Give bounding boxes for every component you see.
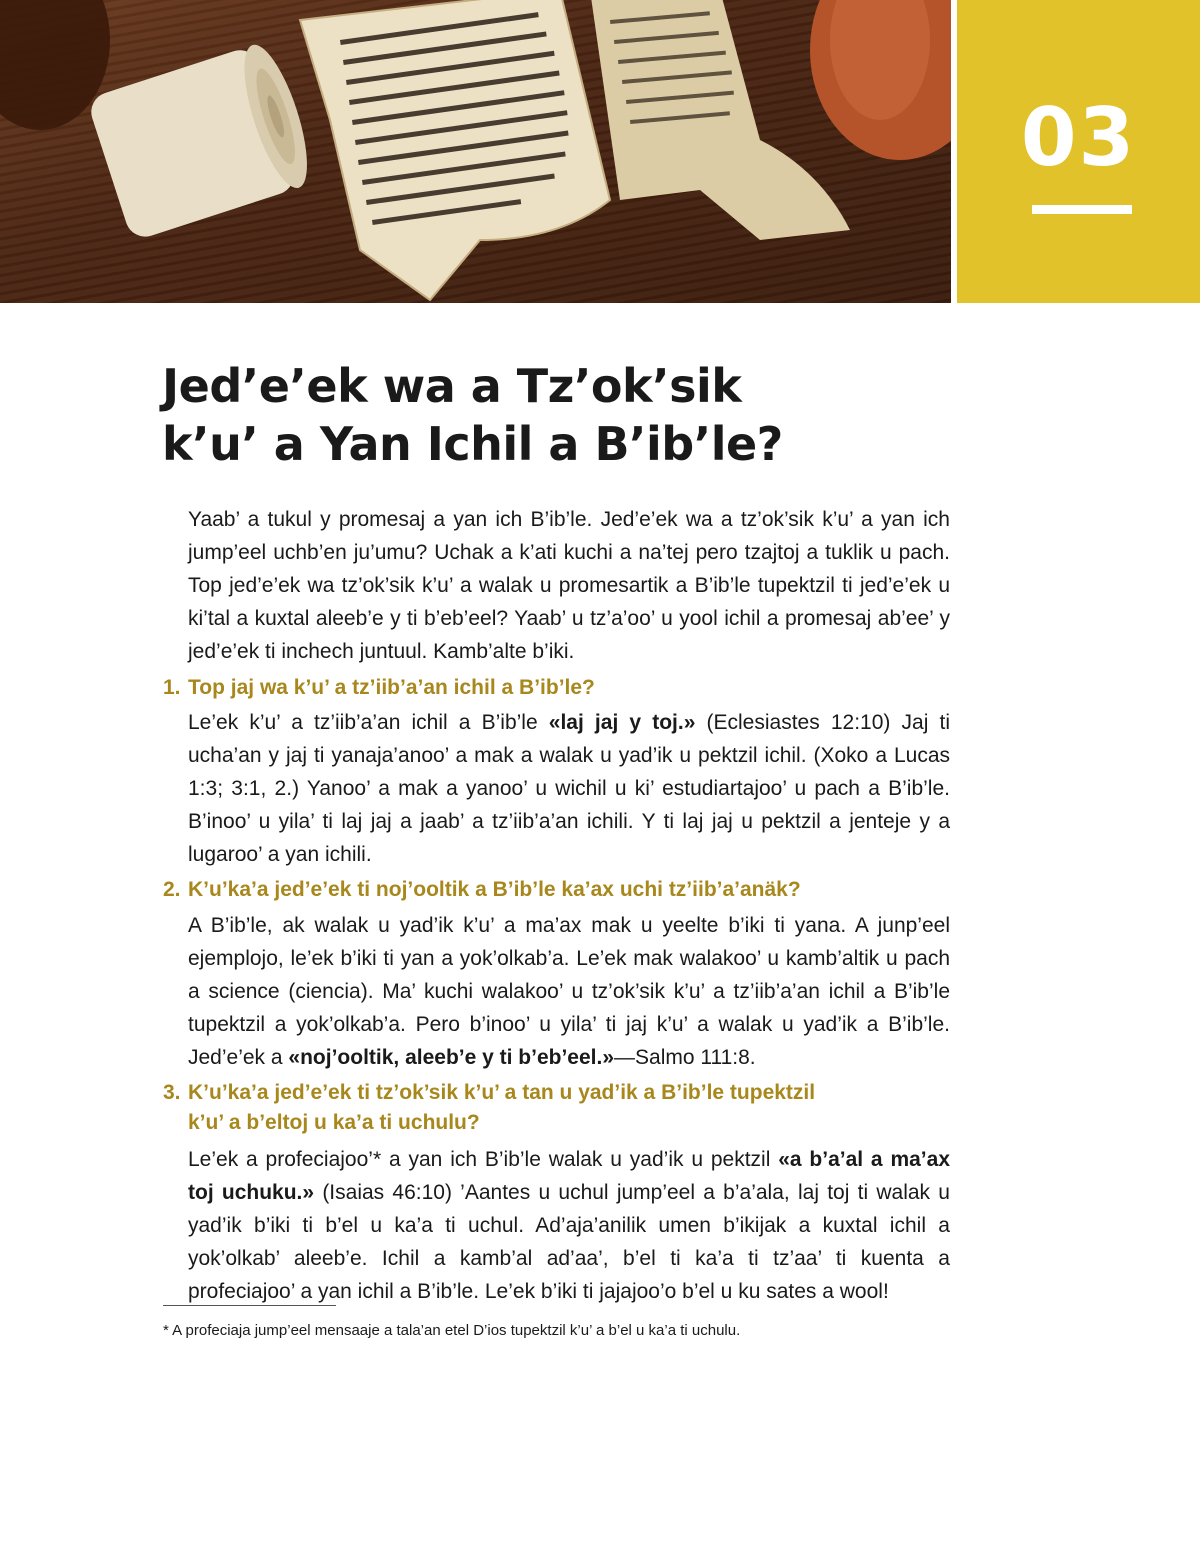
answer-text: A B’ib’le, ak walak u yad’ik k’u’ a ma’ax mak u yeelte b’iki ti yana. A junp’eel ejemplojo, le’ek b’iki ti yan a yok’olkab’a. Le’ek mak walakoo’ u kamb’altik u pach a science (ciencia). Ma’ kuchi walakoo’ u tz’ok’sik k’u’ a tz’iib’a’an ichil a B’ib’le tupektzil a yok’olkab’a. Pero b’inoo’ u yila’ ti jaj k’u’ a walak u yad’ik a B’ib’le. Jed’e’ek a (188, 914, 950, 1069)
scripture-quote: «noj’ooltik, aleeb’e y ti b’eb’eel.» (288, 1046, 615, 1069)
question-text: K’u’ka’a jed’e’ek ti noj’ooltik a B’ib’le ka’ax uchi tz’iib’a’anäk? (188, 878, 801, 901)
question-number: 2. (163, 878, 181, 901)
chapter-number: 03 (1020, 91, 1137, 184)
answer-paragraph-3 (188, 1143, 950, 1308)
scrolls-illustration (0, 0, 951, 303)
footnote: * A profeciaja jump’eel mensaaje a tala’an etel D’ios tupektzil k’u’ a b’el u ka’a ti uchulu. (163, 1322, 741, 1339)
title-line-1: Jed’e’ek wa a Tz’ok’sik (162, 359, 742, 413)
answer-text: (Isaias 46:10) ’Aantes u uchul jump’eel a b’a’ala, laj toj ti walak u yad’ik b’iki ti b’el u ka’a ti uchul. Ad’aja’anilik umen b’ikijak a kuxtal ichil a yok’olkab’ aleeb’e. Ichil a kamb’al ad’aa’, b’el ti ka’a ti tz’aa’ ti kuenta a profeciajoo’ a yan ichil a B’ib’le. Le’ek b’iki ti jajajoo’o b’el u ku sates a wool! (188, 1181, 950, 1303)
question-text: Top jaj wa k’u’ a tz’iib’a’an ichil a B’ib’le? (188, 676, 595, 699)
chapter-badge (957, 0, 1200, 303)
footnote-divider (163, 1305, 336, 1306)
question-heading-2 (163, 875, 953, 905)
title-line-2: k’u’ a Yan Ichil a B’ib’le? (162, 417, 783, 471)
intro-paragraph: Yaab’ a tukul y promesaj a yan ich B’ib’le. Jed’e’ek wa a tz’ok’sik k’u’ a yan ich jump’eel uchb’en ju’umu? Uchak a k’ati kuchi a na’tej pero tzajtoj a tuklik u pach. Top jed’e’ek wa tz’ok’sik k’u’ a walak u promesartik a B’ib’le tupektzil ti jed’e’ek u ki’tal a kuxtal aleeb’e y ti b’eb’eel? Yaab’ u tz’a’oo’ u yool ichil a promesaj ab’ee’ y jed’e’ek ti inchech juntuul. Kamb’alte b’iki. (188, 508, 950, 663)
answer-paragraph-1 (188, 706, 950, 871)
answer-text: —Salmo 111:8. (614, 1046, 756, 1069)
question-heading-1 (163, 673, 953, 703)
chapter-underline (1032, 205, 1132, 214)
scripture-quote: «laj jaj y toj.» (548, 711, 696, 734)
answer-text: Le’ek a profeciajoo’* a yan ich B’ib’le walak u yad’ik u pektzil (188, 1148, 779, 1171)
question-number: 3. (163, 1081, 181, 1104)
answer-text: Le’ek k’u’ a tz’iib’a’an ichil a B’ib’le (188, 711, 549, 734)
answer-paragraph-2 (188, 909, 950, 1074)
hero-image-scrolls (0, 0, 951, 303)
page-title (162, 357, 1062, 473)
question-text: K’u’ka’a jed’e’ek ti tz’ok’sik k’u’ a tan u yad’ik a B’ib’le tupektzil (188, 1081, 816, 1104)
question-text-line-2: k’u’ a b’eltoj u ka’a ti uchulu? (188, 1111, 480, 1134)
scripture-quote: «a b’a’al a ma’ax toj uchuku.» (188, 1148, 950, 1204)
question-number: 1. (163, 676, 181, 699)
question-heading-3 (163, 1078, 953, 1138)
answer-text: (Eclesiastes 12:10) Jaj ti ucha’an y jaj ti yanaja’anoo’ a mak a walak u yad’ik u pektzil ichil. (Xoko a Lucas 1:3; 3:1, 2.) Yanoo’ a mak a yanoo’ u wichil u ki’ estudiartajoo’ u pach a B’ib’le. B’inoo’ u yila’ ti laj jaj a jaab’ a tz’iib’a’an ichili. Y ti laj jaj u pektzil a jenteje y a lugaroo’ a yan ichili. (188, 711, 950, 866)
